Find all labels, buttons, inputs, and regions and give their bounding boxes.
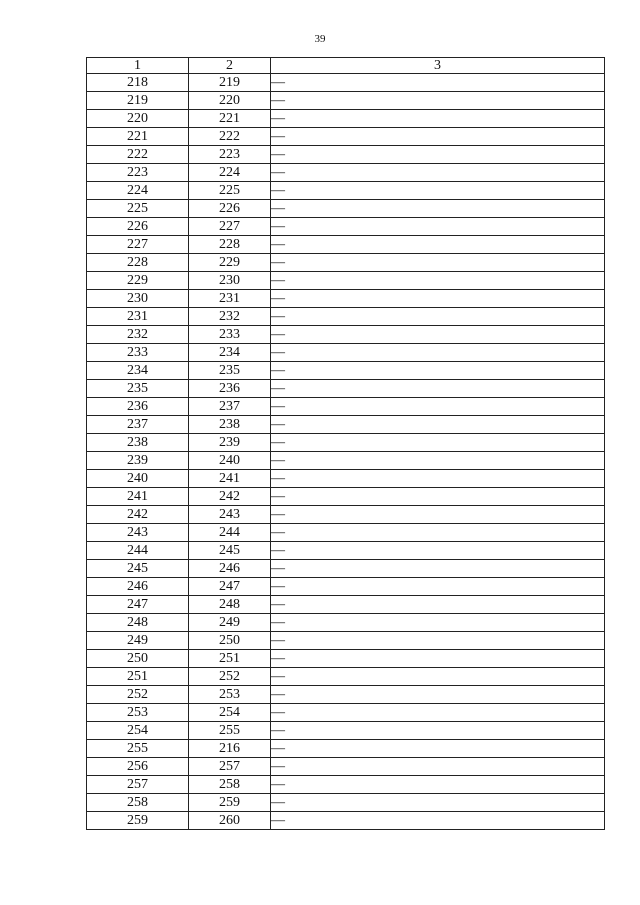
table-cell-col2: 247 [189, 578, 271, 596]
table-cell-col2: 259 [189, 794, 271, 812]
table-cell-col1: 244 [87, 542, 189, 560]
table-cell-col1: 259 [87, 812, 189, 830]
table-cell-col2: 248 [189, 596, 271, 614]
table-cell-col2: 220 [189, 92, 271, 110]
table-cell-col2: 240 [189, 452, 271, 470]
table-cell-col1: 240 [87, 470, 189, 488]
table-cell-col3: — [271, 452, 605, 470]
table-cell-col3: — [271, 326, 605, 344]
table-cell-col3: — [271, 416, 605, 434]
table-cell-col3: — [271, 812, 605, 830]
table-row [87, 650, 605, 668]
column-header-2: 2 [189, 58, 271, 74]
table-cell-col1: 232 [87, 326, 189, 344]
table-cell-col2: 243 [189, 506, 271, 524]
table-cell-col2: 222 [189, 128, 271, 146]
table-cell-col2: 216 [189, 740, 271, 758]
table-cell-col1: 245 [87, 560, 189, 578]
table-cell-col2: 260 [189, 812, 271, 830]
table-cell-col3: — [271, 614, 605, 632]
table-cell-col1: 250 [87, 650, 189, 668]
table-cell-col1: 237 [87, 416, 189, 434]
table-cell-col3: — [271, 92, 605, 110]
table-cell-col2: 258 [189, 776, 271, 794]
data-table [86, 57, 605, 830]
table-cell-col1: 233 [87, 344, 189, 362]
table-row [87, 614, 605, 632]
table-cell-col3: — [271, 578, 605, 596]
table-cell-col3: — [271, 182, 605, 200]
table-row [87, 200, 605, 218]
table-cell-col2: 234 [189, 344, 271, 362]
table-cell-col2: 230 [189, 272, 271, 290]
table-cell-col3: — [271, 398, 605, 416]
table-cell-col1: 247 [87, 596, 189, 614]
table-cell-col3: — [271, 758, 605, 776]
table-cell-col1: 225 [87, 200, 189, 218]
table-row [87, 290, 605, 308]
table-row [87, 74, 605, 92]
table-cell-col2: 227 [189, 218, 271, 236]
table-row [87, 416, 605, 434]
table-cell-col2: 226 [189, 200, 271, 218]
table-cell-col3: — [271, 344, 605, 362]
table-row [87, 218, 605, 236]
table-cell-col1: 239 [87, 452, 189, 470]
table-cell-col2: 246 [189, 560, 271, 578]
table-cell-col3: — [271, 470, 605, 488]
table-row [87, 524, 605, 542]
table-row [87, 596, 605, 614]
table-row [87, 794, 605, 812]
table-cell-col2: 219 [189, 74, 271, 92]
table-row [87, 740, 605, 758]
table-cell-col3: — [271, 74, 605, 92]
table-cell-col3: — [271, 434, 605, 452]
table-row [87, 542, 605, 560]
table-row [87, 812, 605, 830]
table-cell-col2: 235 [189, 362, 271, 380]
table-cell-col3: — [271, 128, 605, 146]
table-cell-col1: 220 [87, 110, 189, 128]
table-cell-col3: — [271, 740, 605, 758]
table-row [87, 308, 605, 326]
table-cell-col3: — [271, 560, 605, 578]
table-cell-col2: 231 [189, 290, 271, 308]
table-row [87, 362, 605, 380]
table-cell-col3: — [271, 362, 605, 380]
table-cell-col1: 243 [87, 524, 189, 542]
table-cell-col3: — [271, 596, 605, 614]
page-number: 39 [314, 33, 326, 45]
table-header-row [87, 58, 605, 74]
table-row [87, 182, 605, 200]
table-row [87, 560, 605, 578]
table-row [87, 398, 605, 416]
table-cell-col3: — [271, 200, 605, 218]
table-cell-col1: 254 [87, 722, 189, 740]
table-row [87, 128, 605, 146]
table-cell-col3: — [271, 110, 605, 128]
table-cell-col2: 224 [189, 164, 271, 182]
table-row [87, 668, 605, 686]
table-cell-col3: — [271, 290, 605, 308]
table-cell-col1: 248 [87, 614, 189, 632]
table-cell-col3: — [271, 146, 605, 164]
table-cell-col1: 251 [87, 668, 189, 686]
table-cell-col1: 218 [87, 74, 189, 92]
table-row [87, 272, 605, 290]
table-row [87, 164, 605, 182]
table-row [87, 686, 605, 704]
table-cell-col3: — [271, 704, 605, 722]
table-cell-col3: — [271, 164, 605, 182]
table-cell-col2: 232 [189, 308, 271, 326]
table-cell-col3: — [271, 488, 605, 506]
table-cell-col1: 226 [87, 218, 189, 236]
table-cell-col2: 228 [189, 236, 271, 254]
table-cell-col3: — [271, 236, 605, 254]
table-row [87, 578, 605, 596]
table-cell-col1: 235 [87, 380, 189, 398]
table-cell-col1: 253 [87, 704, 189, 722]
table-row [87, 380, 605, 398]
table-row [87, 758, 605, 776]
table-cell-col2: 237 [189, 398, 271, 416]
table-cell-col1: 246 [87, 578, 189, 596]
table-cell-col2: 233 [189, 326, 271, 344]
table-cell-col1: 219 [87, 92, 189, 110]
table-row [87, 470, 605, 488]
table-row [87, 236, 605, 254]
table-cell-col2: 245 [189, 542, 271, 560]
table-cell-col1: 238 [87, 434, 189, 452]
table-cell-col3: — [271, 722, 605, 740]
table-row [87, 488, 605, 506]
table-cell-col3: — [271, 380, 605, 398]
table-cell-col2: 255 [189, 722, 271, 740]
table-cell-col2: 236 [189, 380, 271, 398]
column-header-3: 3 [271, 58, 605, 74]
table-cell-col1: 257 [87, 776, 189, 794]
table-row [87, 326, 605, 344]
table-cell-col3: — [271, 506, 605, 524]
table-row [87, 92, 605, 110]
table-cell-col1: 234 [87, 362, 189, 380]
table-cell-col3: — [271, 686, 605, 704]
table-cell-col1: 222 [87, 146, 189, 164]
table-cell-col1: 255 [87, 740, 189, 758]
table-cell-col2: 221 [189, 110, 271, 128]
table-row [87, 434, 605, 452]
table-cell-col1: 241 [87, 488, 189, 506]
table-cell-col3: — [271, 308, 605, 326]
table-cell-col3: — [271, 218, 605, 236]
table-cell-col2: 257 [189, 758, 271, 776]
table-cell-col2: 251 [189, 650, 271, 668]
table-cell-col2: 244 [189, 524, 271, 542]
table-cell-col1: 229 [87, 272, 189, 290]
table-row [87, 344, 605, 362]
table-cell-col2: 229 [189, 254, 271, 272]
table-cell-col2: 254 [189, 704, 271, 722]
table-cell-col1: 231 [87, 308, 189, 326]
table-cell-col1: 256 [87, 758, 189, 776]
table-cell-col3: — [271, 524, 605, 542]
table-row [87, 632, 605, 650]
table-cell-col2: 250 [189, 632, 271, 650]
table-cell-col2: 242 [189, 488, 271, 506]
table-cell-col1: 223 [87, 164, 189, 182]
table-cell-col1: 236 [87, 398, 189, 416]
table-cell-col3: — [271, 632, 605, 650]
table-cell-col1: 252 [87, 686, 189, 704]
table-cell-col1: 221 [87, 128, 189, 146]
table-cell-col2: 249 [189, 614, 271, 632]
table-cell-col3: — [271, 272, 605, 290]
table-cell-col2: 253 [189, 686, 271, 704]
table-cell-col1: 249 [87, 632, 189, 650]
table-row [87, 776, 605, 794]
table-cell-col2: 252 [189, 668, 271, 686]
column-header-1: 1 [87, 58, 189, 74]
table-cell-col2: 225 [189, 182, 271, 200]
table-row [87, 146, 605, 164]
table-cell-col2: 239 [189, 434, 271, 452]
table-cell-col3: — [271, 650, 605, 668]
table-cell-col3: — [271, 254, 605, 272]
table-cell-col2: 241 [189, 470, 271, 488]
table-cell-col2: 223 [189, 146, 271, 164]
table-cell-col1: 228 [87, 254, 189, 272]
table-row [87, 506, 605, 524]
table-body [87, 74, 605, 830]
table-cell-col1: 224 [87, 182, 189, 200]
table-row [87, 110, 605, 128]
table-cell-col1: 242 [87, 506, 189, 524]
table-cell-col3: — [271, 668, 605, 686]
table-row [87, 722, 605, 740]
table-cell-col2: 238 [189, 416, 271, 434]
table-row [87, 704, 605, 722]
table-cell-col3: — [271, 794, 605, 812]
table-cell-col3: — [271, 542, 605, 560]
table-cell-col1: 227 [87, 236, 189, 254]
table-row [87, 254, 605, 272]
table-row [87, 452, 605, 470]
table-cell-col1: 230 [87, 290, 189, 308]
table-cell-col1: 258 [87, 794, 189, 812]
table-cell-col3: — [271, 776, 605, 794]
